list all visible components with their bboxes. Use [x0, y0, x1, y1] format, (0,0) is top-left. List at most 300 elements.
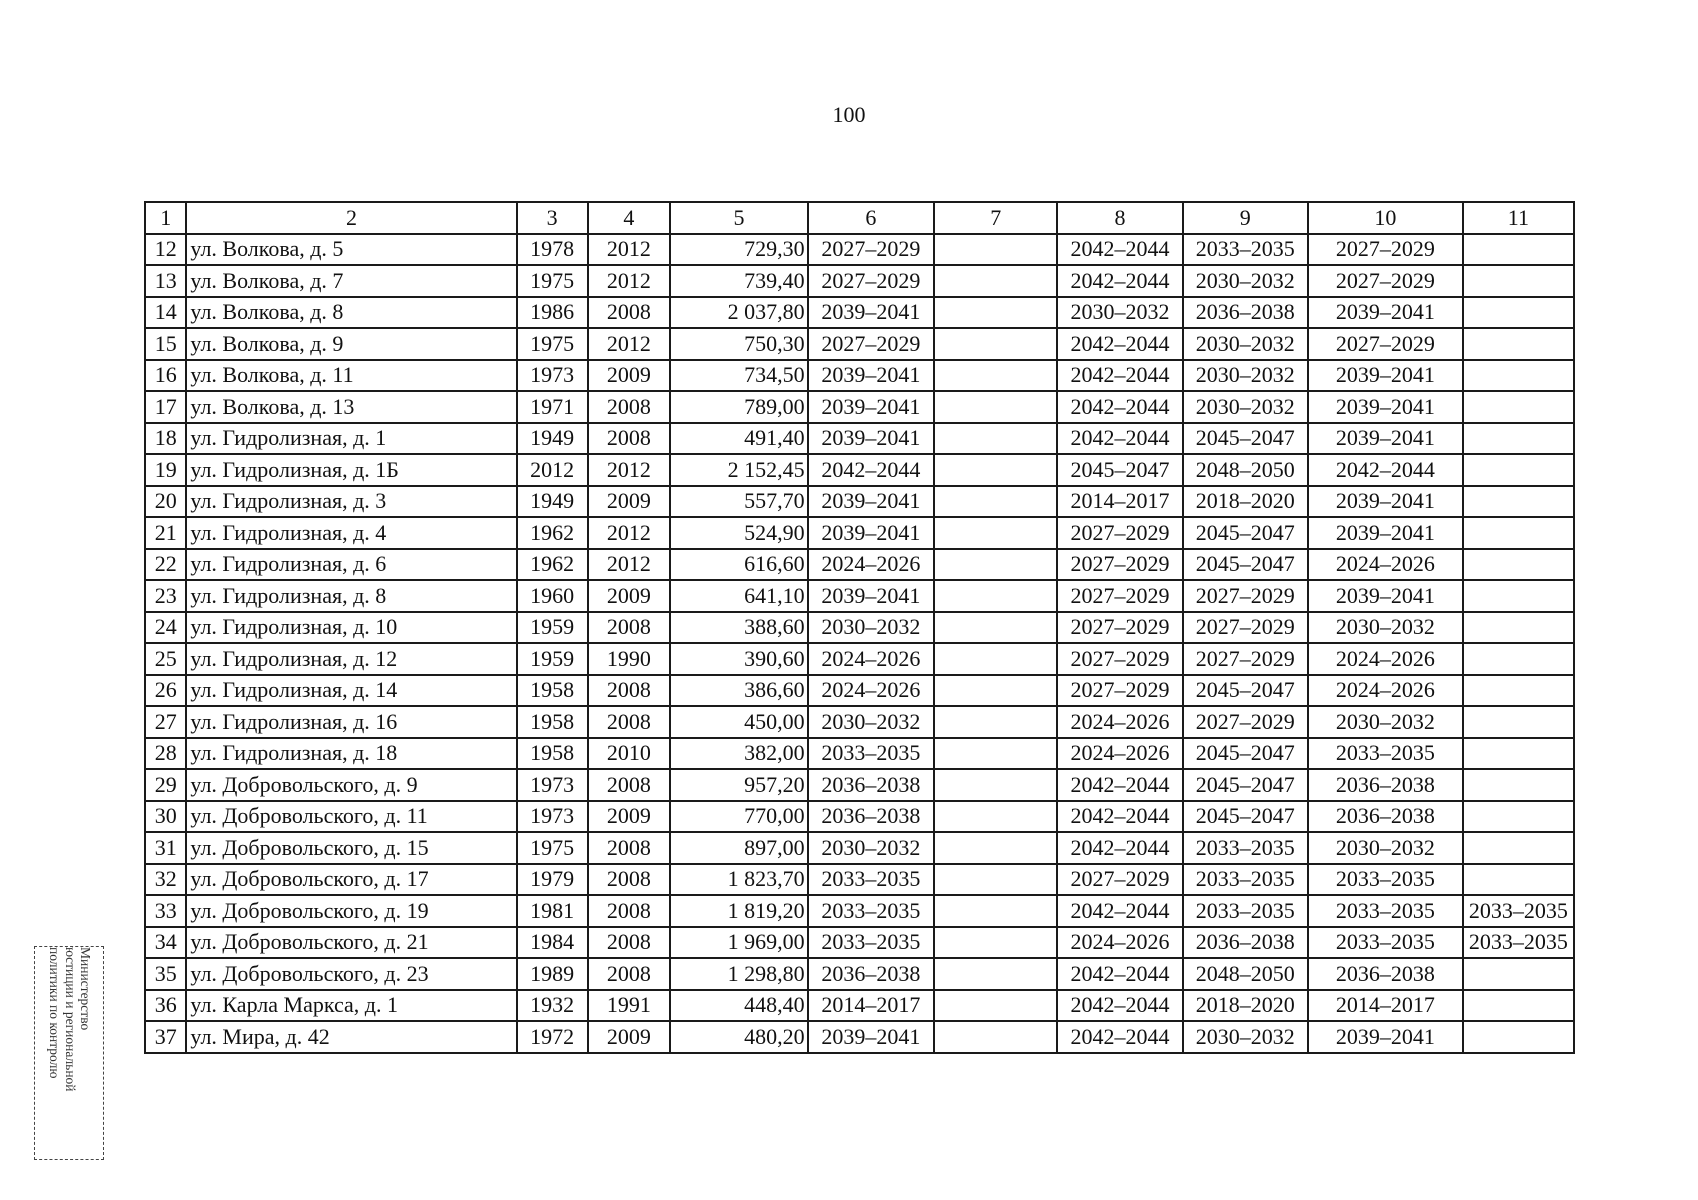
period-col-11-cell — [1463, 391, 1574, 423]
table-row — [145, 612, 1574, 644]
period-col-9-cell: 2045–2047 — [1183, 675, 1308, 707]
year-built-cell: 1958 — [517, 675, 588, 707]
row-number-cell: 22 — [145, 549, 186, 581]
year-overhaul-cell: 2012 — [588, 549, 671, 581]
row-number-cell: 32 — [145, 864, 186, 896]
period-col-6-cell: 2036–2038 — [808, 801, 934, 833]
table-row — [145, 391, 1574, 423]
period-col-6-cell: 2039–2041 — [808, 1021, 934, 1053]
year-built-cell: 1962 — [517, 517, 588, 549]
row-number-cell: 35 — [145, 958, 186, 990]
row-number-cell: 31 — [145, 832, 186, 864]
year-overhaul-cell: 2009 — [588, 1021, 671, 1053]
period-col-7-cell — [934, 1021, 1057, 1053]
period-col-11-cell — [1463, 643, 1574, 675]
area-cell: 1 819,20 — [670, 895, 807, 927]
year-overhaul-cell: 2012 — [588, 265, 671, 297]
period-col-8-cell: 2027–2029 — [1057, 580, 1182, 612]
period-col-10-cell: 2027–2029 — [1308, 265, 1463, 297]
period-col-7-cell — [934, 297, 1057, 329]
address-cell: ул. Карла Маркса, д. 1 — [186, 990, 516, 1022]
table-row — [145, 423, 1574, 455]
period-col-8-cell: 2024–2026 — [1057, 738, 1182, 770]
area-cell: 739,40 — [670, 265, 807, 297]
period-col-7-cell — [934, 801, 1057, 833]
table-row — [145, 360, 1574, 392]
table-row — [145, 738, 1574, 770]
period-col-10-cell: 2042–2044 — [1308, 454, 1463, 486]
row-number-cell: 17 — [145, 391, 186, 423]
year-overhaul-cell: 2009 — [588, 486, 671, 518]
period-col-10-cell: 2039–2041 — [1308, 580, 1463, 612]
period-col-10-cell: 2039–2041 — [1308, 423, 1463, 455]
period-col-6-cell: 2042–2044 — [808, 454, 934, 486]
address-cell: ул. Гидролизная, д. 8 — [186, 580, 516, 612]
table-row — [145, 769, 1574, 801]
table-row — [145, 864, 1574, 896]
period-col-8-cell: 2027–2029 — [1057, 864, 1182, 896]
year-overhaul-cell: 2008 — [588, 927, 671, 959]
period-col-7-cell — [934, 738, 1057, 770]
period-col-8-cell: 2042–2044 — [1057, 360, 1182, 392]
year-built-cell: 1958 — [517, 706, 588, 738]
table-row — [145, 706, 1574, 738]
area-cell: 1 298,80 — [670, 958, 807, 990]
period-col-7-cell — [934, 927, 1057, 959]
period-col-8-cell: 2024–2026 — [1057, 927, 1182, 959]
period-col-8-cell: 2042–2044 — [1057, 328, 1182, 360]
period-col-6-cell: 2033–2035 — [808, 738, 934, 770]
column-header: 4 — [588, 202, 671, 234]
area-cell: 390,60 — [670, 643, 807, 675]
year-built-cell: 1986 — [517, 297, 588, 329]
period-col-11-cell — [1463, 423, 1574, 455]
period-col-8-cell: 2027–2029 — [1057, 549, 1182, 581]
period-col-7-cell — [934, 360, 1057, 392]
period-col-7-cell — [934, 643, 1057, 675]
period-col-6-cell: 2030–2032 — [808, 706, 934, 738]
table-row — [145, 549, 1574, 581]
period-col-6-cell: 2039–2041 — [808, 580, 934, 612]
table-row — [145, 265, 1574, 297]
row-number-cell: 34 — [145, 927, 186, 959]
year-built-cell: 2012 — [517, 454, 588, 486]
period-col-11-cell — [1463, 738, 1574, 770]
period-col-8-cell: 2042–2044 — [1057, 990, 1182, 1022]
area-cell: 450,00 — [670, 706, 807, 738]
period-col-7-cell — [934, 990, 1057, 1022]
period-col-8-cell: 2024–2026 — [1057, 706, 1182, 738]
table-row — [145, 832, 1574, 864]
period-col-6-cell: 2014–2017 — [808, 990, 934, 1022]
period-col-11-cell — [1463, 675, 1574, 707]
address-cell: ул. Мира, д. 42 — [186, 1021, 516, 1053]
area-cell: 382,00 — [670, 738, 807, 770]
year-built-cell: 1973 — [517, 801, 588, 833]
year-overhaul-cell: 2008 — [588, 958, 671, 990]
period-col-7-cell — [934, 832, 1057, 864]
period-col-9-cell: 2018–2020 — [1183, 486, 1308, 518]
area-cell: 770,00 — [670, 801, 807, 833]
area-cell: 386,60 — [670, 675, 807, 707]
column-header: 2 — [186, 202, 516, 234]
area-cell: 388,60 — [670, 612, 807, 644]
period-col-6-cell: 2030–2032 — [808, 612, 934, 644]
area-cell: 729,30 — [670, 234, 807, 266]
year-built-cell: 1984 — [517, 927, 588, 959]
period-col-9-cell: 2045–2047 — [1183, 423, 1308, 455]
year-overhaul-cell: 2008 — [588, 895, 671, 927]
period-col-9-cell: 2030–2032 — [1183, 1021, 1308, 1053]
housing-register-table — [144, 201, 1575, 1054]
period-col-6-cell: 2027–2029 — [808, 328, 934, 360]
column-header: 6 — [808, 202, 934, 234]
year-built-cell: 1971 — [517, 391, 588, 423]
period-col-10-cell: 2036–2038 — [1308, 958, 1463, 990]
address-cell: ул. Гидролизная, д. 12 — [186, 643, 516, 675]
period-col-11-cell — [1463, 706, 1574, 738]
period-col-9-cell: 2048–2050 — [1183, 454, 1308, 486]
period-col-10-cell: 2024–2026 — [1308, 549, 1463, 581]
period-col-10-cell: 2036–2038 — [1308, 801, 1463, 833]
period-col-10-cell: 2033–2035 — [1308, 927, 1463, 959]
period-col-7-cell — [934, 769, 1057, 801]
period-col-6-cell: 2033–2035 — [808, 864, 934, 896]
period-col-8-cell: 2042–2044 — [1057, 423, 1182, 455]
row-number-cell: 19 — [145, 454, 186, 486]
period-col-11-cell — [1463, 297, 1574, 329]
year-overhaul-cell: 2008 — [588, 612, 671, 644]
period-col-10-cell: 2014–2017 — [1308, 990, 1463, 1022]
period-col-6-cell: 2039–2041 — [808, 517, 934, 549]
row-number-cell: 30 — [145, 801, 186, 833]
period-col-9-cell: 2030–2032 — [1183, 360, 1308, 392]
period-col-11-cell — [1463, 990, 1574, 1022]
period-col-8-cell: 2042–2044 — [1057, 769, 1182, 801]
area-cell: 750,30 — [670, 328, 807, 360]
year-built-cell: 1958 — [517, 738, 588, 770]
address-cell: ул. Гидролизная, д. 18 — [186, 738, 516, 770]
period-col-8-cell: 2042–2044 — [1057, 958, 1182, 990]
period-col-10-cell: 2030–2032 — [1308, 706, 1463, 738]
period-col-11-cell — [1463, 265, 1574, 297]
period-col-10-cell: 2030–2032 — [1308, 832, 1463, 864]
address-cell: ул. Добровольского, д. 9 — [186, 769, 516, 801]
period-col-7-cell — [934, 486, 1057, 518]
period-col-6-cell: 2036–2038 — [808, 769, 934, 801]
area-cell: 897,00 — [670, 832, 807, 864]
period-col-8-cell: 2042–2044 — [1057, 895, 1182, 927]
address-cell: ул. Добровольского, д. 23 — [186, 958, 516, 990]
period-col-10-cell: 2039–2041 — [1308, 1021, 1463, 1053]
period-col-10-cell: 2039–2041 — [1308, 391, 1463, 423]
period-col-11-cell — [1463, 832, 1574, 864]
period-col-8-cell: 2042–2044 — [1057, 801, 1182, 833]
year-built-cell: 1932 — [517, 990, 588, 1022]
row-number-cell: 21 — [145, 517, 186, 549]
address-cell: ул. Волкова, д. 9 — [186, 328, 516, 360]
column-header: 11 — [1463, 202, 1574, 234]
period-col-9-cell: 2045–2047 — [1183, 738, 1308, 770]
period-col-7-cell — [934, 895, 1057, 927]
year-built-cell: 1989 — [517, 958, 588, 990]
column-header: 1 — [145, 202, 186, 234]
period-col-10-cell: 2024–2026 — [1308, 643, 1463, 675]
period-col-6-cell: 2027–2029 — [808, 265, 934, 297]
period-col-6-cell: 2024–2026 — [808, 643, 934, 675]
address-cell: ул. Гидролизная, д. 10 — [186, 612, 516, 644]
period-col-11-cell — [1463, 864, 1574, 896]
year-overhaul-cell: 2010 — [588, 738, 671, 770]
address-cell: ул. Волкова, д. 8 — [186, 297, 516, 329]
address-cell: ул. Волкова, д. 7 — [186, 265, 516, 297]
address-cell: ул. Добровольского, д. 17 — [186, 864, 516, 896]
year-overhaul-cell: 1990 — [588, 643, 671, 675]
area-cell: 641,10 — [670, 580, 807, 612]
table-row — [145, 958, 1574, 990]
period-col-6-cell: 2030–2032 — [808, 832, 934, 864]
period-col-8-cell: 2042–2044 — [1057, 1021, 1182, 1053]
table-row — [145, 486, 1574, 518]
area-cell: 2 037,80 — [670, 297, 807, 329]
area-cell: 957,20 — [670, 769, 807, 801]
period-col-10-cell: 2039–2041 — [1308, 360, 1463, 392]
year-overhaul-cell: 2009 — [588, 360, 671, 392]
period-col-8-cell: 2030–2032 — [1057, 297, 1182, 329]
row-number-cell: 37 — [145, 1021, 186, 1053]
row-number-cell: 20 — [145, 486, 186, 518]
period-col-7-cell — [934, 517, 1057, 549]
row-number-cell: 12 — [145, 234, 186, 266]
period-col-11-cell — [1463, 612, 1574, 644]
period-col-9-cell: 2027–2029 — [1183, 612, 1308, 644]
period-col-11-cell — [1463, 1021, 1574, 1053]
period-col-9-cell: 2036–2038 — [1183, 297, 1308, 329]
period-col-9-cell: 2033–2035 — [1183, 864, 1308, 896]
period-col-11-cell — [1463, 769, 1574, 801]
period-col-7-cell — [934, 265, 1057, 297]
period-col-10-cell: 2039–2041 — [1308, 517, 1463, 549]
period-col-6-cell: 2036–2038 — [808, 958, 934, 990]
period-col-7-cell — [934, 549, 1057, 581]
area-cell: 616,60 — [670, 549, 807, 581]
period-col-10-cell: 2039–2041 — [1308, 486, 1463, 518]
area-cell: 1 823,70 — [670, 864, 807, 896]
address-cell: ул. Волкова, д. 5 — [186, 234, 516, 266]
row-number-cell: 28 — [145, 738, 186, 770]
address-cell: ул. Волкова, д. 11 — [186, 360, 516, 392]
row-number-cell: 18 — [145, 423, 186, 455]
row-number-cell: 15 — [145, 328, 186, 360]
period-col-11-cell: 2033–2035 — [1463, 895, 1574, 927]
column-header: 10 — [1308, 202, 1463, 234]
period-col-8-cell: 2042–2044 — [1057, 265, 1182, 297]
year-built-cell: 1972 — [517, 1021, 588, 1053]
period-col-9-cell: 2027–2029 — [1183, 580, 1308, 612]
period-col-11-cell — [1463, 517, 1574, 549]
year-built-cell: 1979 — [517, 864, 588, 896]
period-col-11-cell — [1463, 234, 1574, 266]
row-number-cell: 27 — [145, 706, 186, 738]
period-col-7-cell — [934, 328, 1057, 360]
stamp-line: юстиции и региональной — [62, 947, 78, 1092]
period-col-9-cell: 2045–2047 — [1183, 549, 1308, 581]
column-header: 9 — [1183, 202, 1308, 234]
period-col-11-cell — [1463, 580, 1574, 612]
year-overhaul-cell: 2008 — [588, 706, 671, 738]
table-row — [145, 517, 1574, 549]
year-built-cell: 1975 — [517, 328, 588, 360]
address-cell: ул. Гидролизная, д. 1 — [186, 423, 516, 455]
period-col-8-cell: 2027–2029 — [1057, 517, 1182, 549]
row-number-cell: 29 — [145, 769, 186, 801]
year-built-cell: 1959 — [517, 612, 588, 644]
period-col-6-cell: 2024–2026 — [808, 549, 934, 581]
year-overhaul-cell: 2008 — [588, 864, 671, 896]
stamp-line: Министерство — [78, 947, 94, 1031]
stamp-line: политики по контролю — [47, 947, 63, 1079]
period-col-8-cell: 2045–2047 — [1057, 454, 1182, 486]
area-cell: 734,50 — [670, 360, 807, 392]
period-col-9-cell: 2033–2035 — [1183, 895, 1308, 927]
table-row — [145, 297, 1574, 329]
area-cell: 491,40 — [670, 423, 807, 455]
period-col-8-cell: 2042–2044 — [1057, 391, 1182, 423]
period-col-7-cell — [934, 958, 1057, 990]
year-overhaul-cell: 2008 — [588, 832, 671, 864]
address-cell: ул. Волкова, д. 13 — [186, 391, 516, 423]
year-built-cell: 1949 — [517, 486, 588, 518]
period-col-7-cell — [934, 580, 1057, 612]
period-col-11-cell — [1463, 360, 1574, 392]
row-number-cell: 33 — [145, 895, 186, 927]
row-number-cell: 14 — [145, 297, 186, 329]
period-col-9-cell: 2045–2047 — [1183, 769, 1308, 801]
table-row — [145, 990, 1574, 1022]
page-number: 100 — [832, 102, 866, 127]
period-col-9-cell: 2045–2047 — [1183, 517, 1308, 549]
row-number-cell: 36 — [145, 990, 186, 1022]
year-overhaul-cell: 2012 — [588, 454, 671, 486]
period-col-10-cell: 2024–2026 — [1308, 675, 1463, 707]
period-col-11-cell — [1463, 328, 1574, 360]
period-col-11-cell — [1463, 486, 1574, 518]
period-col-10-cell: 2033–2035 — [1308, 895, 1463, 927]
period-col-8-cell: 2042–2044 — [1057, 832, 1182, 864]
table-row — [145, 328, 1574, 360]
period-col-9-cell: 2027–2029 — [1183, 643, 1308, 675]
row-number-cell: 16 — [145, 360, 186, 392]
year-built-cell: 1960 — [517, 580, 588, 612]
period-col-7-cell — [934, 675, 1057, 707]
period-col-6-cell: 2039–2041 — [808, 423, 934, 455]
column-header: 3 — [517, 202, 588, 234]
table-row — [145, 643, 1574, 675]
period-col-9-cell: 2030–2032 — [1183, 391, 1308, 423]
period-col-10-cell: 2033–2035 — [1308, 864, 1463, 896]
year-built-cell: 1973 — [517, 360, 588, 392]
year-overhaul-cell: 2008 — [588, 769, 671, 801]
period-col-10-cell: 2027–2029 — [1308, 234, 1463, 266]
column-header: 5 — [670, 202, 807, 234]
period-col-9-cell: 2036–2038 — [1183, 927, 1308, 959]
period-col-7-cell — [934, 706, 1057, 738]
period-col-8-cell: 2014–2017 — [1057, 486, 1182, 518]
period-col-11-cell — [1463, 801, 1574, 833]
address-cell: ул. Гидролизная, д. 1Б — [186, 454, 516, 486]
period-col-6-cell: 2033–2035 — [808, 927, 934, 959]
address-cell: ул. Добровольского, д. 19 — [186, 895, 516, 927]
year-overhaul-cell: 2008 — [588, 391, 671, 423]
year-built-cell: 1959 — [517, 643, 588, 675]
table-header-row — [145, 202, 1574, 234]
period-col-7-cell — [934, 391, 1057, 423]
area-cell: 480,20 — [670, 1021, 807, 1053]
period-col-6-cell: 2039–2041 — [808, 391, 934, 423]
period-col-10-cell: 2033–2035 — [1308, 738, 1463, 770]
period-col-7-cell — [934, 234, 1057, 266]
table-row — [145, 580, 1574, 612]
table-row — [145, 454, 1574, 486]
period-col-6-cell: 2039–2041 — [808, 297, 934, 329]
address-cell: ул. Гидролизная, д. 14 — [186, 675, 516, 707]
period-col-7-cell — [934, 423, 1057, 455]
year-overhaul-cell: 2009 — [588, 580, 671, 612]
period-col-9-cell: 2030–2032 — [1183, 265, 1308, 297]
registration-stamp — [34, 946, 104, 1160]
period-col-10-cell: 2039–2041 — [1308, 297, 1463, 329]
year-overhaul-cell: 2012 — [588, 234, 671, 266]
period-col-11-cell: 2033–2035 — [1463, 927, 1574, 959]
year-built-cell: 1978 — [517, 234, 588, 266]
period-col-10-cell: 2030–2032 — [1308, 612, 1463, 644]
period-col-9-cell: 2018–2020 — [1183, 990, 1308, 1022]
period-col-9-cell: 2033–2035 — [1183, 832, 1308, 864]
address-cell: ул. Гидролизная, д. 4 — [186, 517, 516, 549]
year-built-cell: 1975 — [517, 832, 588, 864]
period-col-11-cell — [1463, 454, 1574, 486]
year-built-cell: 1962 — [517, 549, 588, 581]
table-row — [145, 801, 1574, 833]
year-overhaul-cell: 2009 — [588, 801, 671, 833]
year-built-cell: 1973 — [517, 769, 588, 801]
row-number-cell: 25 — [145, 643, 186, 675]
column-header: 8 — [1057, 202, 1182, 234]
area-cell: 557,70 — [670, 486, 807, 518]
year-overhaul-cell: 2008 — [588, 423, 671, 455]
period-col-7-cell — [934, 864, 1057, 896]
table-row — [145, 1021, 1574, 1053]
row-number-cell: 23 — [145, 580, 186, 612]
address-cell: ул. Добровольского, д. 21 — [186, 927, 516, 959]
period-col-6-cell: 2033–2035 — [808, 895, 934, 927]
address-cell: ул. Гидролизная, д. 6 — [186, 549, 516, 581]
column-header: 7 — [934, 202, 1057, 234]
period-col-10-cell: 2027–2029 — [1308, 328, 1463, 360]
year-overhaul-cell: 1991 — [588, 990, 671, 1022]
period-col-9-cell: 2048–2050 — [1183, 958, 1308, 990]
area-cell: 1 969,00 — [670, 927, 807, 959]
period-col-9-cell: 2027–2029 — [1183, 706, 1308, 738]
area-cell: 448,40 — [670, 990, 807, 1022]
table-row — [145, 895, 1574, 927]
address-cell: ул. Гидролизная, д. 16 — [186, 706, 516, 738]
period-col-8-cell: 2027–2029 — [1057, 675, 1182, 707]
area-cell: 2 152,45 — [670, 454, 807, 486]
table-row — [145, 234, 1574, 266]
area-cell: 524,90 — [670, 517, 807, 549]
period-col-7-cell — [934, 612, 1057, 644]
